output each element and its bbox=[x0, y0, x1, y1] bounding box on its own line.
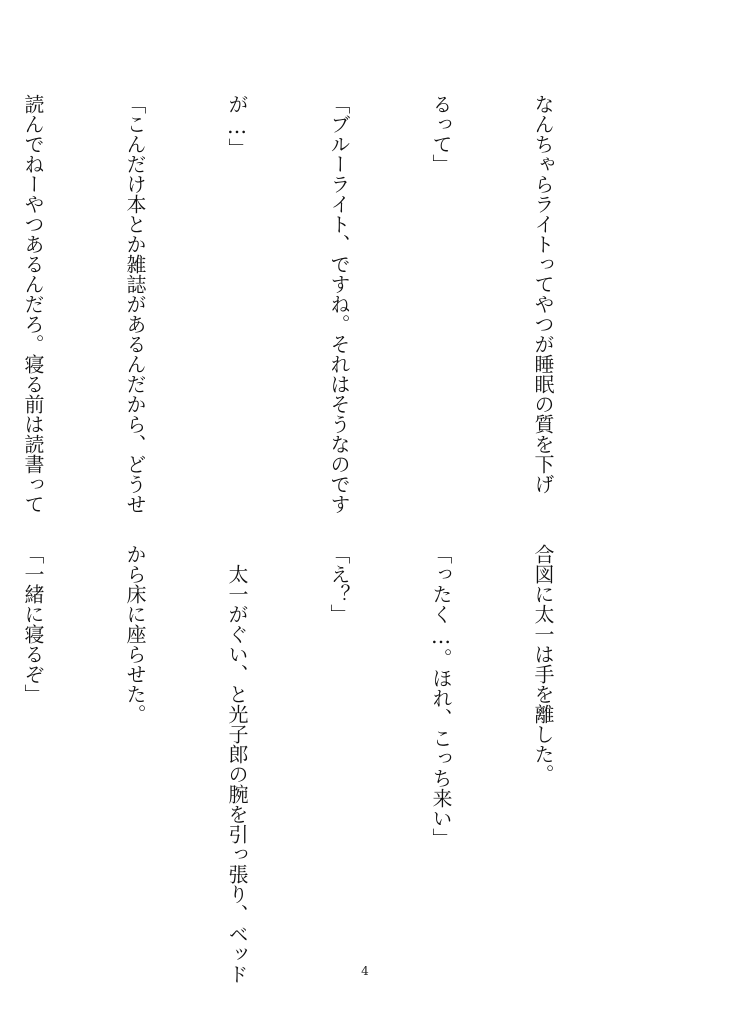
text-line: 「ブルーライト、ですね。それはそうなのです bbox=[327, 94, 351, 514]
text-line: 「え？」 bbox=[327, 544, 351, 624]
page-number: 4 bbox=[361, 964, 369, 978]
text-line: なんちゃらライトってやつが睡眠の質を下げ bbox=[531, 94, 555, 494]
text-line: 読んでねーやつあるんだろ。寝る前は読書って bbox=[21, 94, 45, 514]
text-line: 「ったく…。ほれ、こっち来い」 bbox=[429, 544, 453, 848]
text-line: るって」 bbox=[429, 94, 453, 174]
text-line: から床に座らせた。 bbox=[123, 544, 147, 724]
text-line: 「一緒に寝るぞ」 bbox=[21, 544, 45, 704]
text-block-top bbox=[0, 94, 628, 514]
text-line: 太一がぐい、と光子郎の腕を引っ張り、ベッド bbox=[225, 544, 249, 984]
text-block-bottom bbox=[0, 544, 628, 984]
text-line: 「こんだけ本とか雑誌があるんだから、どうせ bbox=[123, 94, 147, 514]
text-line: が…」 bbox=[225, 94, 249, 158]
text-line: 合図に太一は手を離した。 bbox=[531, 544, 555, 784]
